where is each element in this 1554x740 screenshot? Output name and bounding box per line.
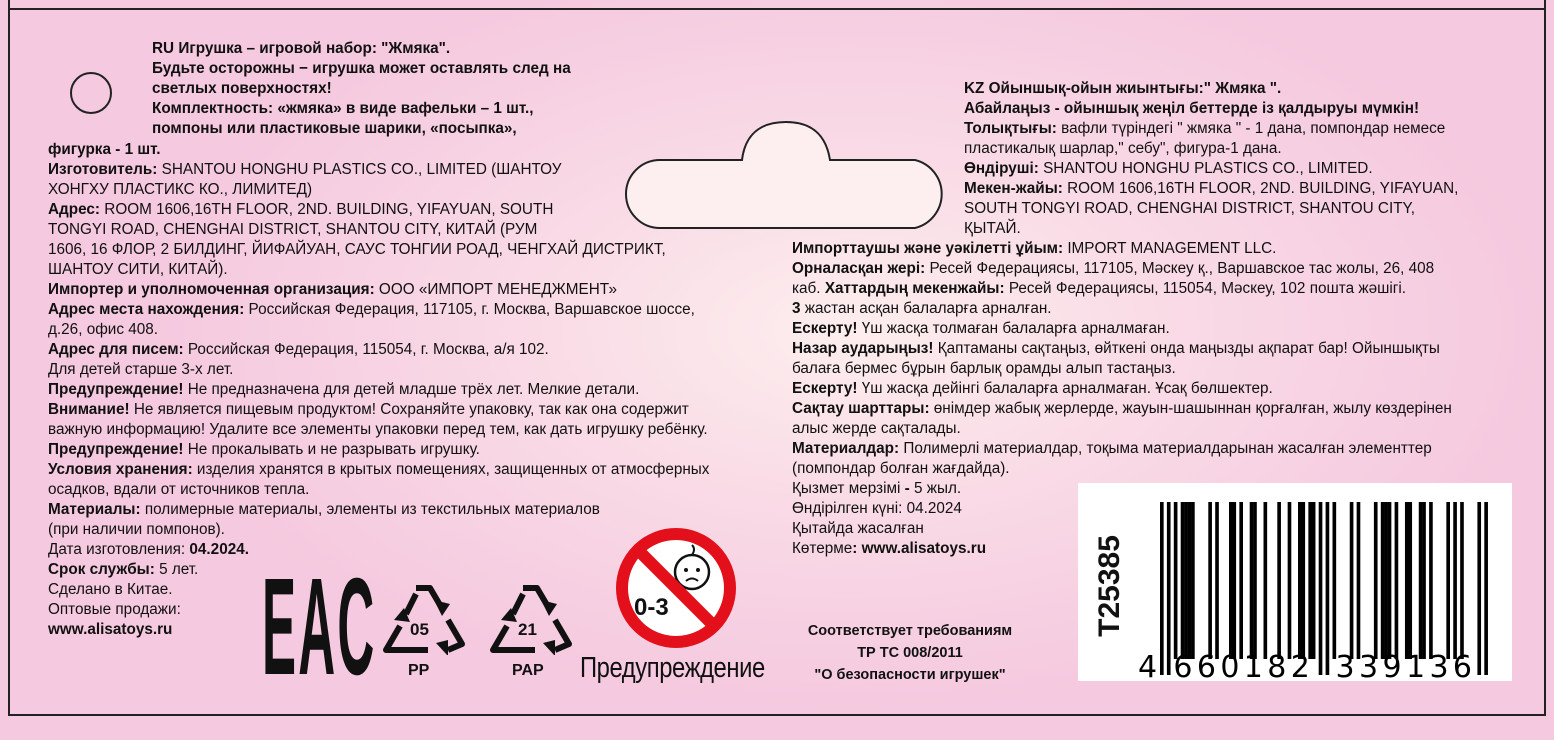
text-segment: Не является пищевым продуктом! Сохраняйте упаковку, так как она содержит [133, 401, 689, 418]
text-line [964, 199, 1415, 219]
barcode-bar [1333, 502, 1337, 659]
text-line [792, 399, 1452, 419]
text-line [152, 119, 517, 139]
conformity-line: Соответствует требованиям [807, 623, 1013, 639]
text-segment: помпоны или пластиковые шарики, «посыпка», [152, 120, 517, 137]
barcode-digits: 339136 [1335, 650, 1477, 681]
bold-label: Мекен-жайы: [964, 180, 1068, 197]
text-segment: (помпондар болған жағдайда). [792, 460, 1010, 477]
text-segment: Үш жасқа дейінгі балаларға арналмаған. Ұсақ бөлшектер. [861, 380, 1273, 397]
text-segment: важную информацию! Удалите все элементы упаковки перед тем, как дать игрушку ребёнку. [48, 421, 708, 438]
barcode-bar [1298, 502, 1302, 659]
text-segment: Российская Федерация, 117105, г. Москва, Варшавское шоссе, [248, 301, 695, 318]
text-line [48, 420, 708, 440]
bold-label: фигурка - 1 шт. [48, 141, 161, 158]
text-line [48, 340, 549, 360]
barcode-bar [1264, 502, 1268, 659]
text-segment: Для детей старше 3-х лет. [48, 361, 234, 378]
text-line [964, 119, 1445, 139]
text-line [792, 379, 1273, 399]
text-line [48, 560, 198, 580]
barcode-bar [1484, 502, 1488, 675]
text-segment: Қытайда жасалған [792, 520, 924, 537]
text-line [48, 620, 172, 640]
bold-label: Өндіруші: [964, 160, 1044, 177]
bold-label: Изготовитель: [48, 161, 162, 178]
text-segment: вафли түріндегі " жмяка " - 1 дана, помпондар немесе [1061, 120, 1446, 137]
barcode-bar [1239, 502, 1243, 659]
text-segment: балаға бермес бұрын барлық орамды алып тастаңыз. [792, 360, 1176, 377]
bold-label: Адрес места нахождения: [48, 301, 249, 318]
bold-label: KZ Ойыншық-ойын жиынтығы:" Жмяка ". [964, 80, 1282, 97]
bold-label: Адрес: [48, 201, 105, 218]
barcode-bar [1453, 502, 1457, 659]
text-line [48, 140, 160, 160]
recycle-pap-label: PAP [512, 662, 544, 679]
text-line [48, 440, 480, 460]
barcode-bar [1167, 502, 1171, 675]
text-line [152, 79, 332, 99]
barcode-bar [1395, 502, 1399, 659]
text-line [792, 439, 1432, 459]
text-segment: каб. [792, 280, 825, 297]
text-segment: алыс жерде сақталады. [792, 420, 961, 437]
bold-label: Материалдар: [792, 440, 904, 457]
bold-label: Внимание! [48, 401, 134, 418]
barcode-bar [1408, 502, 1412, 659]
barcode-bar [1446, 502, 1450, 659]
text-line [48, 240, 666, 260]
text-segment: Сделано в Китае. [48, 581, 173, 598]
text-segment: Не предназначена для детей младше трёх лет. Мелкие детали. [187, 381, 640, 398]
barcode-bar [1429, 502, 1433, 659]
age-warning-range: 0-3 [634, 594, 669, 621]
text-line [48, 540, 249, 560]
text-line [964, 99, 1419, 119]
text-segment: SOUTH TONGYI ROAD, CHENGHAI DISTRICT, SHANTOU CITY, [964, 200, 1416, 217]
barcode-bar [1405, 502, 1409, 659]
bold-label: Срок службы: [48, 561, 160, 578]
bold-label: Материалы: [48, 501, 145, 518]
text-line [48, 380, 639, 400]
bold-label: 04.2024. [189, 541, 249, 558]
text-line [48, 300, 695, 320]
recycle-pap-icon [485, 580, 577, 655]
barcode-digits: 4 [1138, 650, 1158, 681]
barcode-bar [1381, 502, 1385, 659]
text-segment: изделия хранятся в крытых помещениях, защищенных от атмосферных [196, 461, 710, 478]
text-segment: Үш жасқа толмаған балаларға арналмаған. [861, 320, 1170, 337]
barcode-bar [1419, 502, 1423, 659]
text-segment: ҚЫТАЙ. [964, 220, 1021, 237]
text-line [48, 400, 689, 420]
bold-label: Ескерту! [792, 380, 862, 397]
text-segment: 5 лет. [159, 561, 199, 578]
bold-label: Адрес для писем: [48, 341, 188, 358]
text-line [792, 419, 961, 439]
text-line [48, 460, 709, 480]
text-line [48, 320, 158, 340]
barcode-bar [1232, 502, 1236, 659]
text-segment: пластикалық шарлар," себу", фигура-1 дана. [964, 140, 1282, 157]
barcode-bar [1229, 502, 1233, 659]
text-line [48, 520, 225, 540]
bold-label: : www.alisatoys.ru [852, 540, 987, 557]
text-line [792, 259, 1434, 279]
text-segment: ХОНГХУ ПЛАСТИКС КО., ЛИМИТЕД) [48, 181, 313, 198]
bold-label: Условия хранения: [48, 461, 197, 478]
text-segment: ROOM 1606,16TH FLOOR, 2ND. BUILDING, YIFAYUAN, [1067, 180, 1459, 197]
bold-label: Предупреждение! [48, 441, 188, 458]
text-line [792, 539, 986, 559]
barcode-bar [1477, 502, 1481, 675]
age-warning-caption: Предупреждение [580, 652, 765, 684]
text-segment: Полимерлі материалдар, тоқыма материалдарынан жасалған элементтер [903, 440, 1432, 457]
text-line [964, 139, 1282, 159]
barcode-bar [1250, 502, 1254, 659]
text-segment: Российская Федерация, 115054, г. Москва, а/я 102. [187, 341, 549, 358]
text-segment: Будьте осторожны − игрушка может оставлять след на [152, 60, 571, 77]
text-line [792, 339, 1440, 359]
text-line [48, 600, 181, 620]
text-line [48, 280, 617, 300]
barcode-bar [1288, 502, 1292, 659]
barcode-bar [1388, 502, 1392, 659]
text-segment: Комплектность: «жмяка» в виде вафельки – 1 шт., [152, 100, 534, 117]
text-line [48, 580, 173, 600]
text-segment: полимерные материалы, элементы из текстильных материалов [144, 501, 600, 518]
recycle-pp-code: 05 [410, 620, 429, 639]
text-line [48, 200, 553, 220]
article-number: T25385 [1093, 535, 1126, 637]
text-segment: өнімдер жабық жерлерде, жауын-шашыннан қорғалған, жылу көздерінен [933, 400, 1452, 417]
text-line [792, 299, 1052, 319]
text-line [792, 279, 1406, 299]
bold-label: Хаттардың мекенжайы: [824, 280, 1009, 297]
bold-label: Ескерту! [792, 320, 862, 337]
barcode-bar [1350, 502, 1354, 659]
text-segment: ROOM 1606,16TH FLOOR, 2ND. BUILDING, YIFAYUAN, SOUTH [104, 201, 554, 218]
barcode-bar [1460, 502, 1464, 659]
text-segment: Қаптаманы сақтаңыз, өйткені онда маңызды ақпарат бар! Ойыншықты [937, 340, 1440, 357]
text-segment: (при наличии помпонов). [48, 521, 225, 538]
text-line [48, 480, 309, 500]
text-line [964, 179, 1458, 199]
text-segment: Дата изготовления: [48, 541, 190, 558]
barcode-bar [1277, 502, 1281, 659]
text-segment: Оптовые продажи: [48, 601, 181, 618]
conformity-line: ТР ТС 008/2011 [857, 645, 963, 661]
text-line [48, 500, 600, 520]
conformity-line: "О безопасности игрушек" [814, 667, 1006, 683]
barcode-bar [1422, 502, 1426, 659]
barcode-bar [1215, 502, 1219, 659]
barcode-bar [1181, 502, 1185, 659]
text-segment: ООО «ИМПОРТ МЕНЕДЖМЕНТ» [378, 281, 617, 298]
text-line [152, 39, 450, 59]
text-line [48, 160, 561, 180]
text-line [152, 59, 571, 79]
text-segment: Қызмет мерзімі [792, 480, 905, 497]
bold-label: Абайлаңыз - ойыншық жеңіл беттерде із қалдыруы мүмкін! [964, 100, 1420, 117]
text-segment: 5 жыл. [914, 480, 962, 497]
text-segment: Не прокалывать и не разрывать игрушку. [187, 441, 480, 458]
text-line [792, 319, 1170, 339]
barcode-panel [1078, 483, 1512, 681]
text-line [964, 159, 1373, 179]
bold-label: - [904, 480, 914, 497]
conformity-statement [770, 620, 1050, 686]
barcode-bar [1384, 502, 1388, 659]
text-line [792, 479, 961, 499]
bold-label: Орналасқан жері: [792, 260, 930, 277]
barcode-bar [1160, 502, 1164, 675]
text-line [48, 220, 537, 240]
text-segment: Ресей Федерациясы, 117105, Мәскеу қ., Варшавское тас жолы, 26, 408 [929, 260, 1435, 277]
barcode-bar [1319, 502, 1323, 675]
text-segment: IMPORT MANAGEMENT LLC. [1067, 240, 1277, 257]
barcode-bar [1326, 502, 1330, 675]
bold-label: www.alisatoys.ru [48, 621, 173, 638]
ean13-barcode [1078, 483, 1512, 681]
bold-label: Импортер и уполномоченная организация: [48, 281, 379, 298]
barcode-bar [1253, 502, 1257, 659]
barcode-bar [1308, 502, 1312, 659]
text-segment: светлых поверхностях! [152, 80, 332, 97]
text-line [152, 99, 534, 119]
barcode-digits: 660182 [1173, 650, 1315, 681]
barcode-bar [1312, 502, 1316, 659]
text-line [792, 519, 924, 539]
barcode-bar [1374, 502, 1378, 659]
text-line [792, 359, 1176, 379]
barcode-bar [1357, 502, 1361, 659]
text-segment: RU Игрушка – игровой набор: "Жмяка". [152, 40, 451, 57]
barcode-bar [1208, 502, 1212, 659]
text-line [48, 180, 312, 200]
text-line [48, 360, 233, 380]
barcode-bar [1184, 502, 1188, 659]
recycle-pp-icon [378, 580, 468, 655]
recycle-pp-label: PP [408, 662, 430, 679]
barcode-bar [1301, 502, 1305, 659]
bold-label: Предупреждение! [48, 381, 188, 398]
text-segment: д.26, офис 408. [48, 321, 158, 338]
eac-mark: EAC [262, 550, 377, 704]
text-segment: Көтерме [792, 540, 853, 557]
bold-label: Импорттаушы және уәкілетті ұйым: [792, 240, 1068, 257]
text-segment: ШАНТОУ СИТИ, КИТАЙ). [48, 261, 228, 278]
text-line [964, 79, 1281, 99]
text-segment: SHANTOU HONGHU PLASTICS CO., LIMITED (ШАНТОУ [161, 161, 562, 178]
text-segment: Ресей Федерациясы, 115054, Мәскеу, 102 пошта жәшігі. [1008, 280, 1406, 297]
text-line [48, 260, 228, 280]
text-line [792, 239, 1276, 259]
bold-label: 3 [792, 300, 805, 317]
age-warning-icon [614, 526, 738, 650]
bold-label: Назар аударыңыз! [792, 340, 938, 357]
text-segment: TONGYI ROAD, CHENGHAI DISTRICT, SHANTOU CITY, КИТАЙ (РУМ [48, 221, 538, 238]
bold-label: Сақтау шарттары: [792, 400, 934, 417]
text-segment: жастан асқан балаларға арналған. [804, 300, 1052, 317]
bold-label: Толықтығы: [964, 120, 1062, 137]
barcode-bar [1188, 502, 1192, 659]
text-segment: 1606, 16 ФЛОР, 2 БИЛДИНГ, ЙИФАЙУАН, САУС ТОНГИИ РОАД, ЧЕНГХАЙ ДИСТРИКТ, [48, 241, 666, 258]
recycle-pap-code: 21 [518, 620, 537, 639]
text-line [792, 499, 962, 519]
barcode-bar [1174, 502, 1178, 659]
text-segment: SHANTOU HONGHU PLASTICS CO., LIMITED. [1043, 160, 1373, 177]
barcode-bar [1191, 502, 1195, 659]
text-segment: осадков, вдали от источников тепла. [48, 481, 310, 498]
text-line [964, 219, 1021, 239]
text-line [792, 459, 1010, 479]
text-segment: Өндірілген күні: 04.2024 [792, 500, 962, 517]
